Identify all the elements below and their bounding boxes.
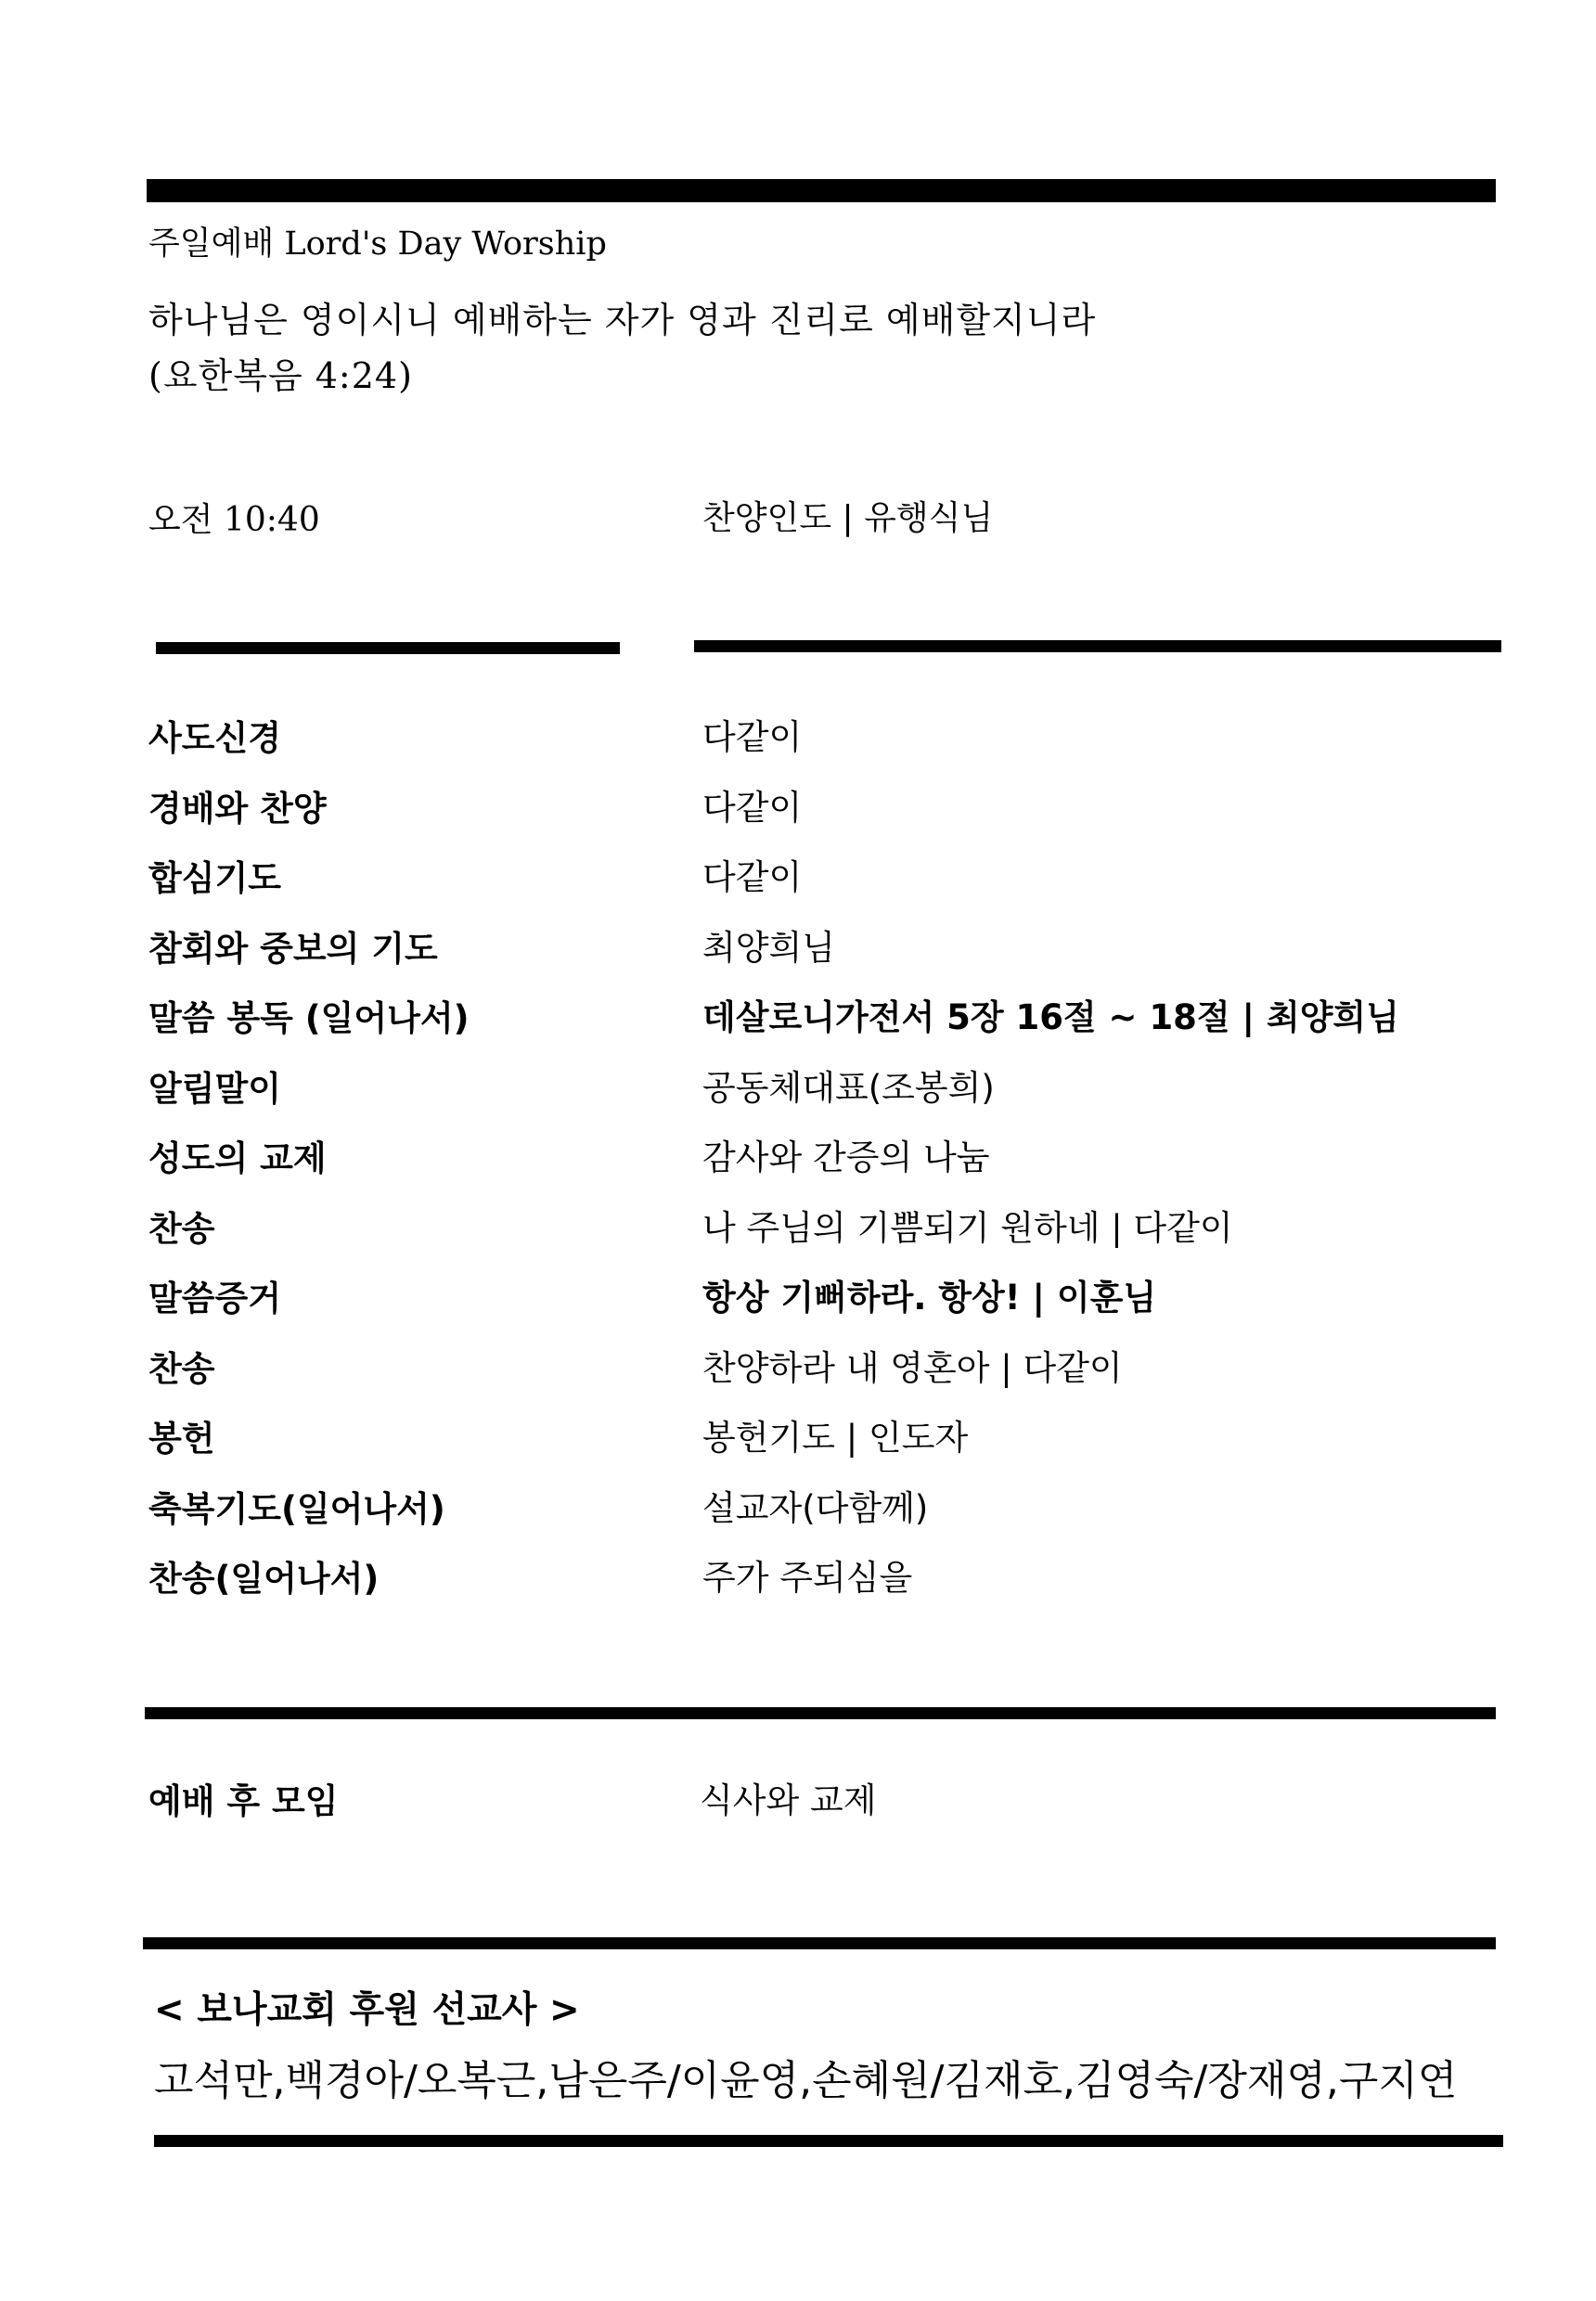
- order-item-label: 성도의 교제: [148, 1138, 327, 1178]
- order-item-value: 다같이: [702, 857, 803, 897]
- bottom-divider: [154, 2135, 1503, 2147]
- missionary-top-divider: [143, 1937, 1496, 1949]
- order-item-label: 알림말이: [148, 1069, 281, 1109]
- order-item-label: 사도신경: [148, 718, 281, 758]
- order-item-label: 참회와 중보의 기도: [148, 929, 438, 969]
- page-title: 주일예배 Lord's Day Worship: [148, 225, 607, 263]
- order-item-label: 합심기도: [148, 858, 281, 898]
- left-section-divider: [156, 642, 620, 654]
- service-time: 오전 10:40: [148, 501, 320, 539]
- missionaries-heading: < 보나교회 후원 선교사 >: [154, 1989, 580, 2031]
- order-item-value: 데살로니가전서 5장 16절 ~ 18절 | 최양희님: [702, 997, 1399, 1037]
- scripture-verse: 하나님은 영이시니 예배하는 자가 영과 진리로 예배할지니라: [148, 300, 1097, 341]
- order-item-value: 봉헌기도 | 인도자: [702, 1418, 969, 1458]
- order-item-label: 경배와 찬양: [148, 789, 327, 829]
- missionaries-list: 고석만,백경아/오복근,남은주/이윤영,손혜원/김재호,김영숙/장재영,구지연: [154, 2057, 1458, 2104]
- order-item-value: 설교자(다함께): [702, 1488, 929, 1528]
- worship-leader: 찬양인도 | 유행식님: [702, 499, 994, 537]
- order-item-label: 찬송(일어나서): [148, 1559, 380, 1599]
- order-item-label: 찬송: [148, 1349, 215, 1389]
- order-item-value: 감사와 간증의 나눔: [702, 1138, 990, 1177]
- order-item-value: 항상 기뻐하라. 항상! | 이훈님: [702, 1278, 1157, 1318]
- order-item-value: 다같이: [702, 717, 803, 757]
- order-item-value: 다같이: [702, 788, 803, 828]
- order-item-value: 최양희님: [702, 928, 835, 968]
- order-item-label: 말씀 봉독 (일어나서): [148, 998, 470, 1038]
- order-item-value: 찬양하라 내 영혼아 | 다같이: [702, 1348, 1123, 1388]
- order-item-label: 봉헌: [148, 1419, 215, 1459]
- after-service-label: 예배 후 모임: [148, 1781, 339, 1821]
- order-item-value: 주가 주되심을: [702, 1558, 913, 1598]
- order-item-value: 나 주님의 기쁨되기 원하네 | 다같이: [702, 1208, 1233, 1248]
- after-service-value: 식사와 교제: [700, 1780, 877, 1820]
- order-item-label: 찬송: [148, 1209, 215, 1249]
- scripture-reference: (요한복음 4:24): [148, 355, 413, 396]
- middle-divider: [145, 1707, 1496, 1719]
- top-divider: [147, 179, 1496, 202]
- order-item-label: 축복기도(일어나서): [148, 1489, 445, 1529]
- order-item-label: 말씀증거: [148, 1279, 281, 1318]
- order-item-value: 공동체대표(조봉희): [702, 1068, 995, 1108]
- right-section-divider: [694, 640, 1501, 652]
